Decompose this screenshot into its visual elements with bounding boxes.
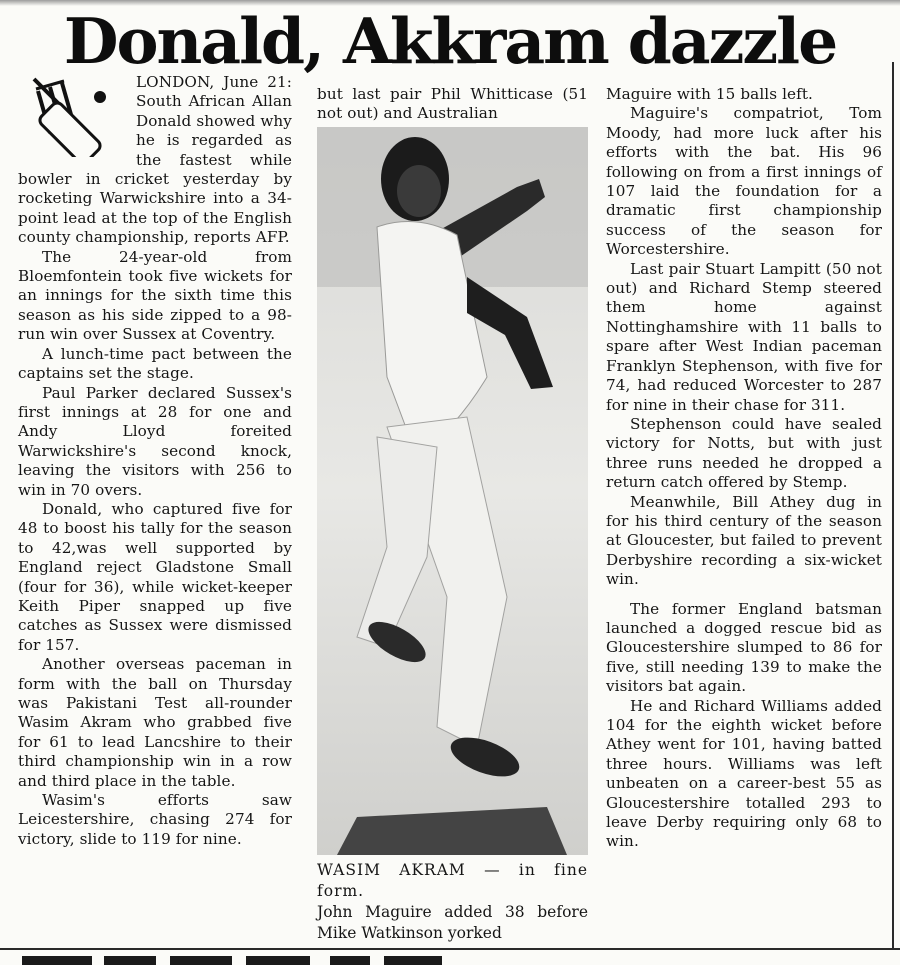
photo-caption: WASIM AKRAM — in fine form. [317,861,588,900]
paragraph-continued: but last pair Phil Whitticase (51 not out) and Australian [317,85,588,123]
section-rule [0,948,900,950]
paragraph: Stephenson could have sealed victory for Notts, but with just three runs needed he dropped a return catch offered by Stemp. [606,414,882,492]
paragraph: The 24-year-old from Bloemfontein took five wickets for an innings for the sixth time this season as his side zipped to a 98-run win over Sussex at Coventry. [18,247,292,344]
paragraph: Donald, who captured five for 48 to boost his tally for the season to 42,was well supported by England reject Gladstone Small (four for 36), while wicket-keeper Keith Piper snapped up five catches as Sussex were dismissed for 157. [18,499,292,654]
paragraph: Meanwhile, Bill Athey dug in for his third century of the season at Gloucester, but failed to prevent Derbyshire recording a six-wicket win. [606,492,882,589]
paragraph: He and Richard Williams added 104 for the eighth wicket before Athey went for 101, having batted three hours. Williams was left unbeaten on a career-best 55 as Gloucestershire totalled 293 to leave Derby requiring only 68 to win. [606,696,882,851]
clipped-next-headline [0,952,900,965]
paragraph: Another overseas paceman in form with the ball on Thursday was Pakistani Test all-rounder Wasim Akram who grabbed five for 61 to lead Lancshire to their third championship win in a row and third place in the table. [18,655,292,790]
paragraph: The former England batsman launched a dogged rescue bid as Gloucestershire slumped to 86 for five, still needing 139 to make the visitors bat again. [606,599,882,696]
column-rule [892,62,894,950]
article-column-3 [606,85,882,852]
headline: Donald, Akkram dazzle [63,4,837,78]
paragraph: Wasim's efforts saw Leicestershire, chasing 274 for victory, slide to 119 for nine. [18,791,292,848]
article-column-2 [317,85,588,124]
photo-caption-block [317,860,588,944]
paragraph-continued: Maguire with 15 balls left. [606,85,813,103]
article-column-1 [18,73,292,849]
paragraph-lead: LONDON, June 21: South African Allan Donald showed why he is regarded as the fastest while bowler in cricket yesterday by rocketing Warwickshire into a 34-point lead at the top of the English county championship, reports AFP. [18,73,292,247]
paragraph: Last pair Stuart Lampitt (50 not out) and Richard Stemp steered them home against Nottinghamshire with 11 balls to spare after West Indian paceman Franklyn Stephenson, with five for 74, had reduced Worcester to 287 for nine in their chase for 311. [606,259,882,414]
cricket-bowler-photo [317,127,588,855]
cricket-bat-ball-icon [16,73,130,157]
paragraph: John Maguire added 38 before Mike Watkinson yorked [317,903,588,942]
paragraph: A lunch-time pact between the captains set the stage. [18,344,292,383]
paragraph: Maguire's compatriot, Tom Moody, had more luck after his efforts with the bat. His 96 following on from a first innings of 107 laid the foundation for a dramatic first championship success of the season for Worcestershire. [606,104,882,259]
paragraph: Paul Parker declared Sussex's first innings at 28 for one and Andy Lloyd foreited Warwickshire's second knock, leaving the visitors with 256 to win in 70 overs. [18,383,292,499]
